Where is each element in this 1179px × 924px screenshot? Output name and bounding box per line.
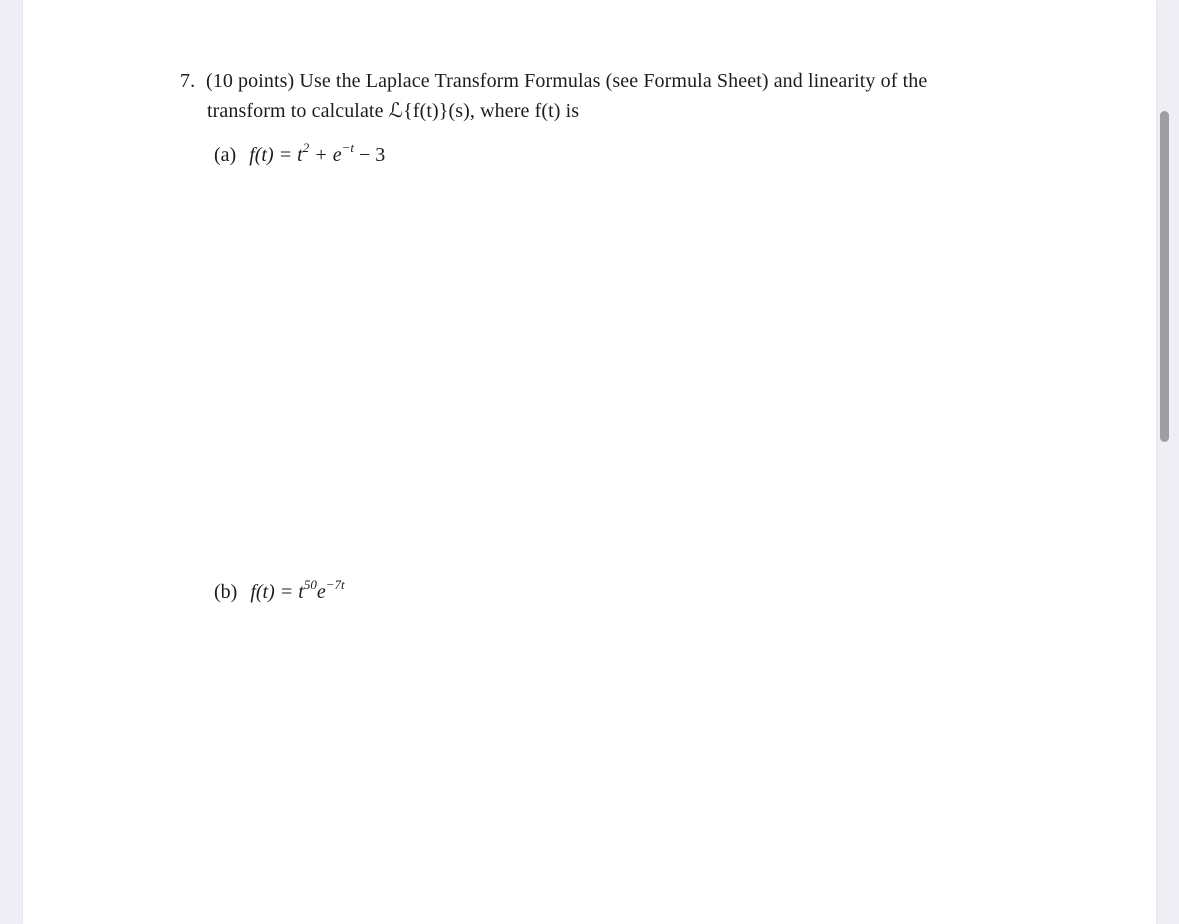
part-a-tail: − 3 <box>353 144 386 166</box>
problem-number: 7. <box>180 70 196 92</box>
part-a-lhs: f(t) = t <box>249 144 303 166</box>
part-a-label: (a) <box>214 144 237 166</box>
problem-statement-line-2 <box>180 96 1060 126</box>
part-a <box>214 140 386 167</box>
document-page <box>23 0 1156 924</box>
part-a-middle: + e <box>309 144 342 166</box>
part-b-lhs: f(t) = t <box>250 581 304 603</box>
vertical-scrollbar[interactable] <box>1156 0 1179 924</box>
part-a-exponent-2: −t <box>341 140 354 155</box>
part-a-exponent-1: 2 <box>302 140 310 155</box>
part-b <box>214 577 345 604</box>
part-b-exponent-2: −7t <box>325 577 345 592</box>
part-b-formula <box>250 577 345 603</box>
problem-7 <box>180 66 1060 126</box>
part-b-label: (b) <box>214 581 238 603</box>
problem-statement-line-1 <box>180 66 1060 96</box>
part-b-middle: e <box>316 581 326 603</box>
problem-text-line-2: transform to calculate ℒ{f(t)}(s), where f(t) is <box>207 100 580 122</box>
problem-text-line-1: (10 points) Use the Laplace Transform Formulas (see Formula Sheet) and linearity of the <box>206 70 928 92</box>
part-a-formula <box>249 140 386 166</box>
scrollbar-thumb[interactable] <box>1160 111 1169 442</box>
part-b-exponent-1: 50 <box>303 577 317 592</box>
